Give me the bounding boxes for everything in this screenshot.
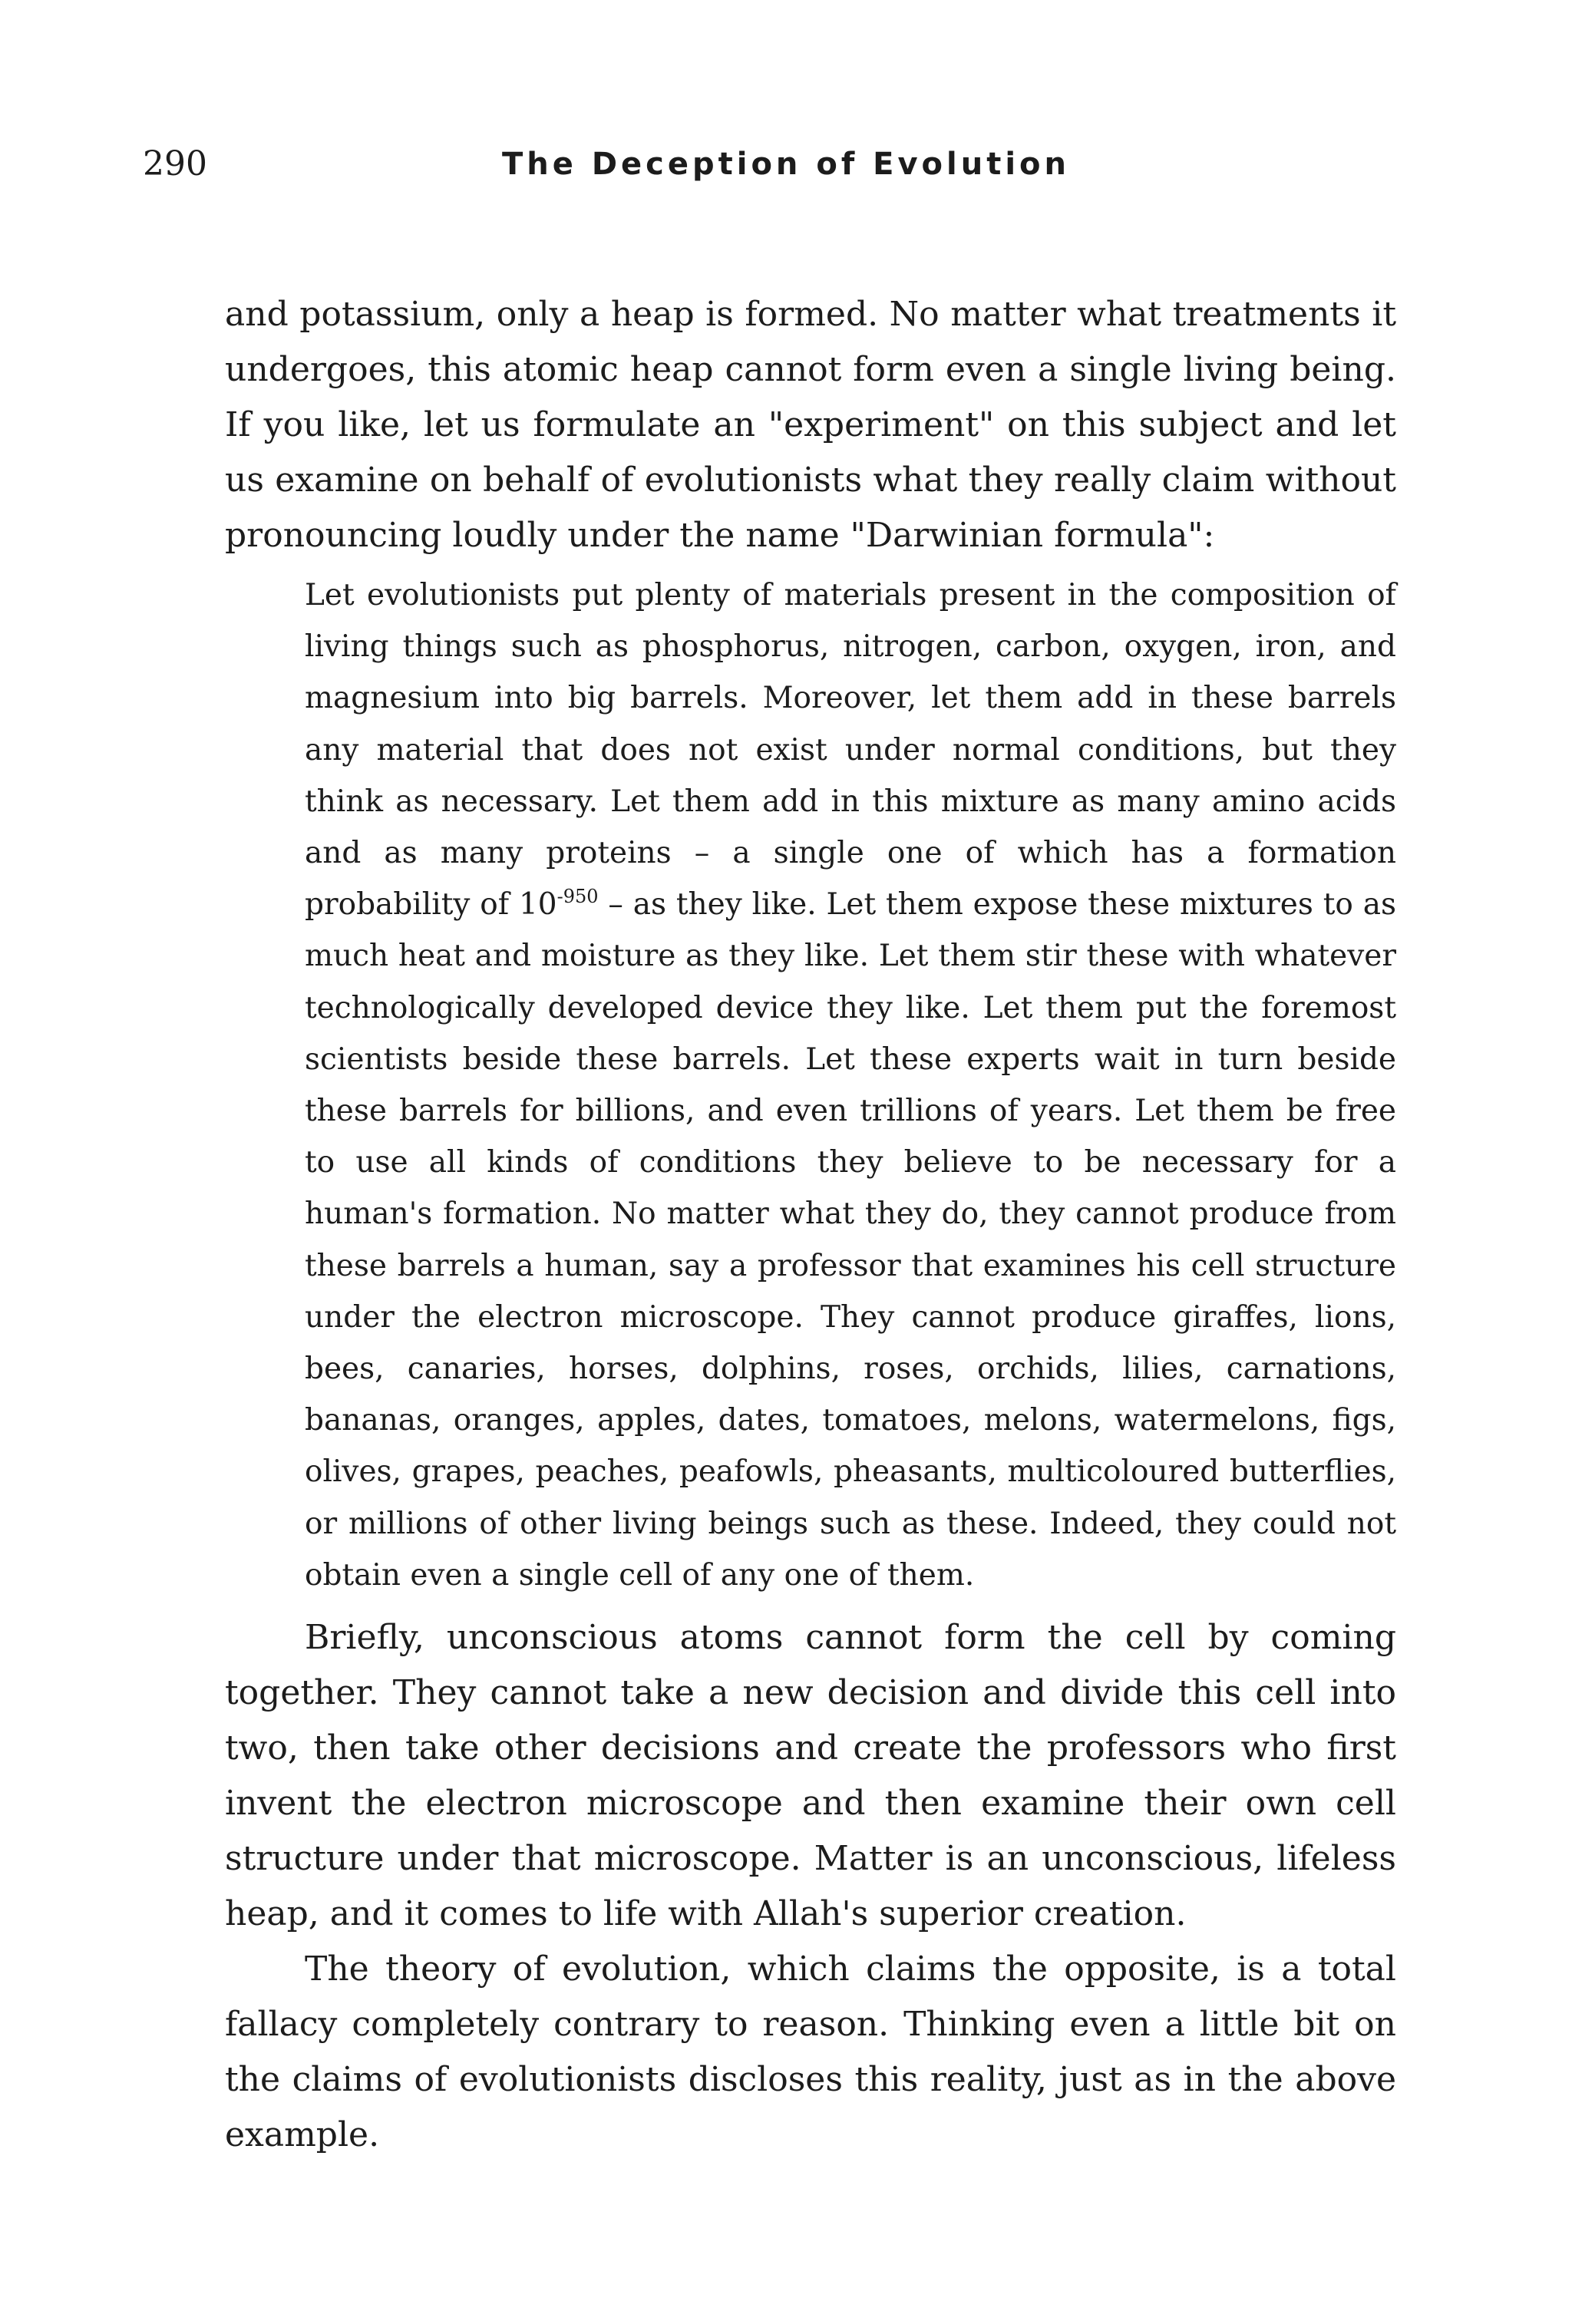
running-title: The Deception of Evolution [502,147,1070,182]
page-number: 290 [143,144,207,183]
quote-text-part1: Let evolutionists put plenty of materials present in the composition of living things such as phosphorus, nitrogen, carbon, oxygen, iron, and magnesium into big barrels. Moreover, let them add in these barrels any material that does not exist under normal conditions, but they think as necessary. Let them add in this mixture as many amino acids and as many proteins – a single one of which has a formation probability of 10 [305,578,1396,923]
page-body [225,287,1396,2163]
paragraph-intro: and potassium, only a heap is formed. No matter what treatments it undergoes, this atomic heap cannot form even a single living being. If you like, let us formulate an "experiment" on this subject and let us examine on behalf of evolutionists what they really claim without pronouncing loudly under the name "Darwinian formula": [225,295,1396,555]
block-quote [305,569,1396,1601]
quote-text-part2: – as they like. Let them expose these mixtures to as much heat and moisture as they like. Let them stir these with whatever technologically developed device they like. Let them put the foremost scientists beside these barrels. Let these experts wait in turn beside these barrels for billions, and even trillions of years. Let them be free to use all kinds of conditions they believe to be necessary for a human's formation. No matter what they do, they cannot produce from these barrels a human, say a professor that examines his cell structure under the electron microscope. They cannot produce giraffes, lions, bees, canaries, horses, dolphins, roses, orchids, lilies, carnations, bananas, oranges, apples, dates, tomatoes, melons, watermelons, figs, olives, grapes, peaches, peafowls, pheasants, multicoloured butterflies, or millions of other living beings such as these. Indeed, they could not obtain even a single cell of any one of them. [305,887,1396,1593]
paragraph-theory: The theory of evolution, which claims the opposite, is a total fallacy completely contrary to reason. Thinking even a little bit on the claims of evolutionists discloses this reality, just as in the above example. [225,1949,1396,2155]
paragraph-briefly: Briefly, unconscious atoms cannot form the cell by coming together. They cannot take a new decision and divide this cell into two, then take other decisions and create the professors who first invent the electron microscope and then examine their own cell structure under that microscope. Matter is an unconscious, lifeless heap, and it comes to life with Allah's superior creation. [225,1618,1396,1934]
probability-exponent: -950 [556,886,599,908]
